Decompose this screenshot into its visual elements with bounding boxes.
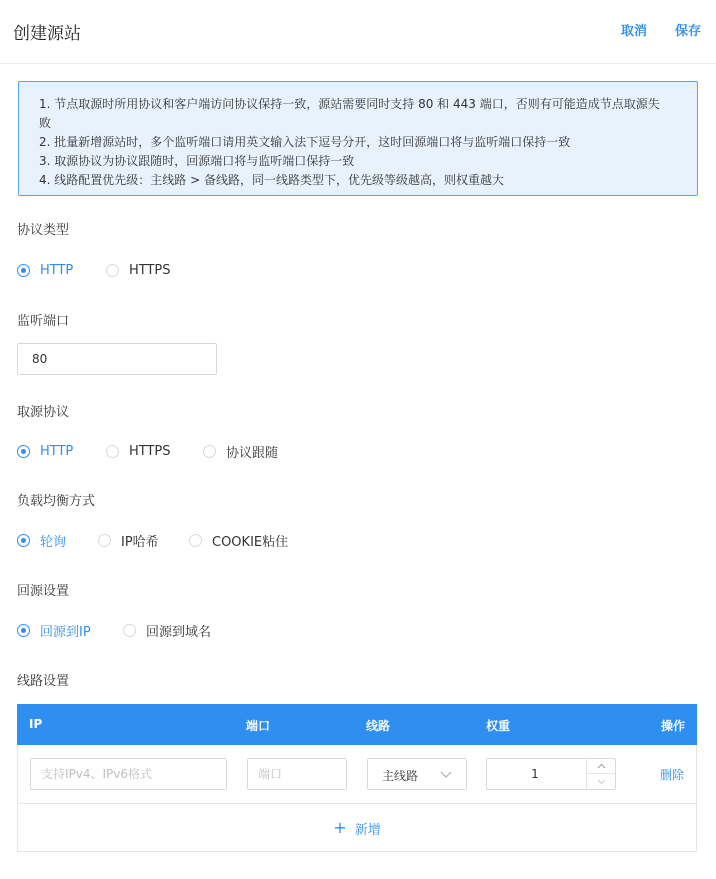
lines-label: 线路设置 [17, 674, 70, 689]
page-header [0, 0, 716, 64]
cancel-button[interactable]: 取消 [621, 24, 648, 39]
lines-table [17, 704, 697, 852]
load-balance-radio-cookie[interactable] [189, 531, 288, 549]
chevron-down-icon [440, 768, 452, 780]
chevron-down-icon [597, 779, 606, 785]
radio-label: COOKIE粘住 [212, 534, 289, 550]
port-input[interactable] [247, 758, 347, 790]
line-select[interactable] [367, 758, 467, 790]
notice-line: 1. 节点取源时所用协议和客户端访问协议保持一致，源站需要同时支持 80 和 443 端口，否则有可能造成节点取源失 [39, 97, 660, 111]
radio-unchecked-icon [98, 534, 111, 547]
load-balance-label: 负载均衡方式 [17, 494, 96, 509]
column-header-line: 线路 [366, 719, 391, 733]
line-select-value: 主线路 [382, 769, 419, 783]
radio-label: 回源到域名 [146, 624, 212, 640]
notice-line: 败 [39, 116, 52, 130]
origin-protocol-radio-follow[interactable] [203, 442, 278, 460]
radio-label: IP哈希 [121, 534, 159, 550]
origin-setting-radio-ip[interactable] [17, 621, 91, 639]
table-header [17, 704, 697, 745]
table-row [18, 745, 696, 804]
load-balance-radio-ip-hash[interactable] [98, 531, 159, 549]
radio-checked-icon [17, 534, 30, 547]
ip-input[interactable] [30, 758, 227, 790]
radio-checked-icon [17, 624, 30, 637]
radio-unchecked-icon [123, 624, 136, 637]
protocol-type-radio-http[interactable] [17, 261, 73, 279]
increment-button[interactable] [587, 759, 615, 774]
decrement-button[interactable] [587, 774, 615, 789]
radio-label: 回源到IP [40, 624, 91, 640]
column-header-port: 端口 [246, 719, 271, 733]
weight-value: 1 [531, 767, 539, 781]
notice-line: 4. 线路配置优先级：主线路 > 备线路，同一线路类型下，优先级等级越高，则权重越大 [39, 173, 504, 187]
origin-protocol-radio-https[interactable] [106, 442, 171, 460]
protocol-type-radio-https[interactable] [106, 261, 171, 279]
notice-box [18, 81, 698, 196]
add-line-label: 新增 [354, 822, 381, 838]
radio-label: 轮询 [40, 534, 67, 550]
radio-unchecked-icon [106, 264, 119, 277]
origin-setting-radio-domain[interactable] [123, 621, 211, 639]
notice-line: 3. 取源协议为协议跟随时，回源端口将与监听端口保持一致 [39, 154, 355, 168]
protocol-type-label: 协议类型 [17, 223, 70, 238]
column-header-ip: IP [29, 717, 43, 731]
delete-row-button[interactable]: 删除 [660, 768, 685, 782]
radio-label: HTTP [40, 262, 74, 278]
add-line-button[interactable] [18, 805, 696, 851]
radio-label: HTTPS [129, 443, 171, 459]
load-balance-radio-round-robin[interactable] [17, 531, 66, 549]
column-header-action: 操作 [661, 719, 686, 733]
listen-port-label: 监听端口 [17, 314, 70, 329]
radio-label: 协议跟随 [226, 445, 279, 461]
radio-checked-icon [17, 445, 30, 458]
save-button[interactable]: 保存 [675, 24, 702, 39]
radio-checked-icon [17, 264, 30, 277]
chevron-up-icon [597, 763, 606, 769]
radio-unchecked-icon [203, 445, 216, 458]
page-title: 创建源站 [13, 24, 81, 44]
radio-label: HTTPS [129, 262, 171, 278]
origin-protocol-radio-http[interactable] [17, 442, 73, 460]
origin-protocol-label: 取源协议 [17, 405, 70, 420]
notice-line: 2. 批量新增源站时，多个监听端口请用英文输入法下逗号分开，这时回源端口将与监听端口保持一致 [39, 135, 571, 149]
radio-unchecked-icon [189, 534, 202, 547]
column-header-weight: 权重 [486, 719, 511, 733]
origin-setting-label: 回源设置 [17, 584, 70, 599]
radio-label: HTTP [40, 443, 74, 459]
radio-unchecked-icon [106, 445, 119, 458]
stepper-controls [586, 759, 615, 789]
weight-stepper[interactable] [486, 758, 616, 790]
listen-port-input[interactable] [17, 343, 217, 375]
plus-icon: + [333, 818, 347, 837]
